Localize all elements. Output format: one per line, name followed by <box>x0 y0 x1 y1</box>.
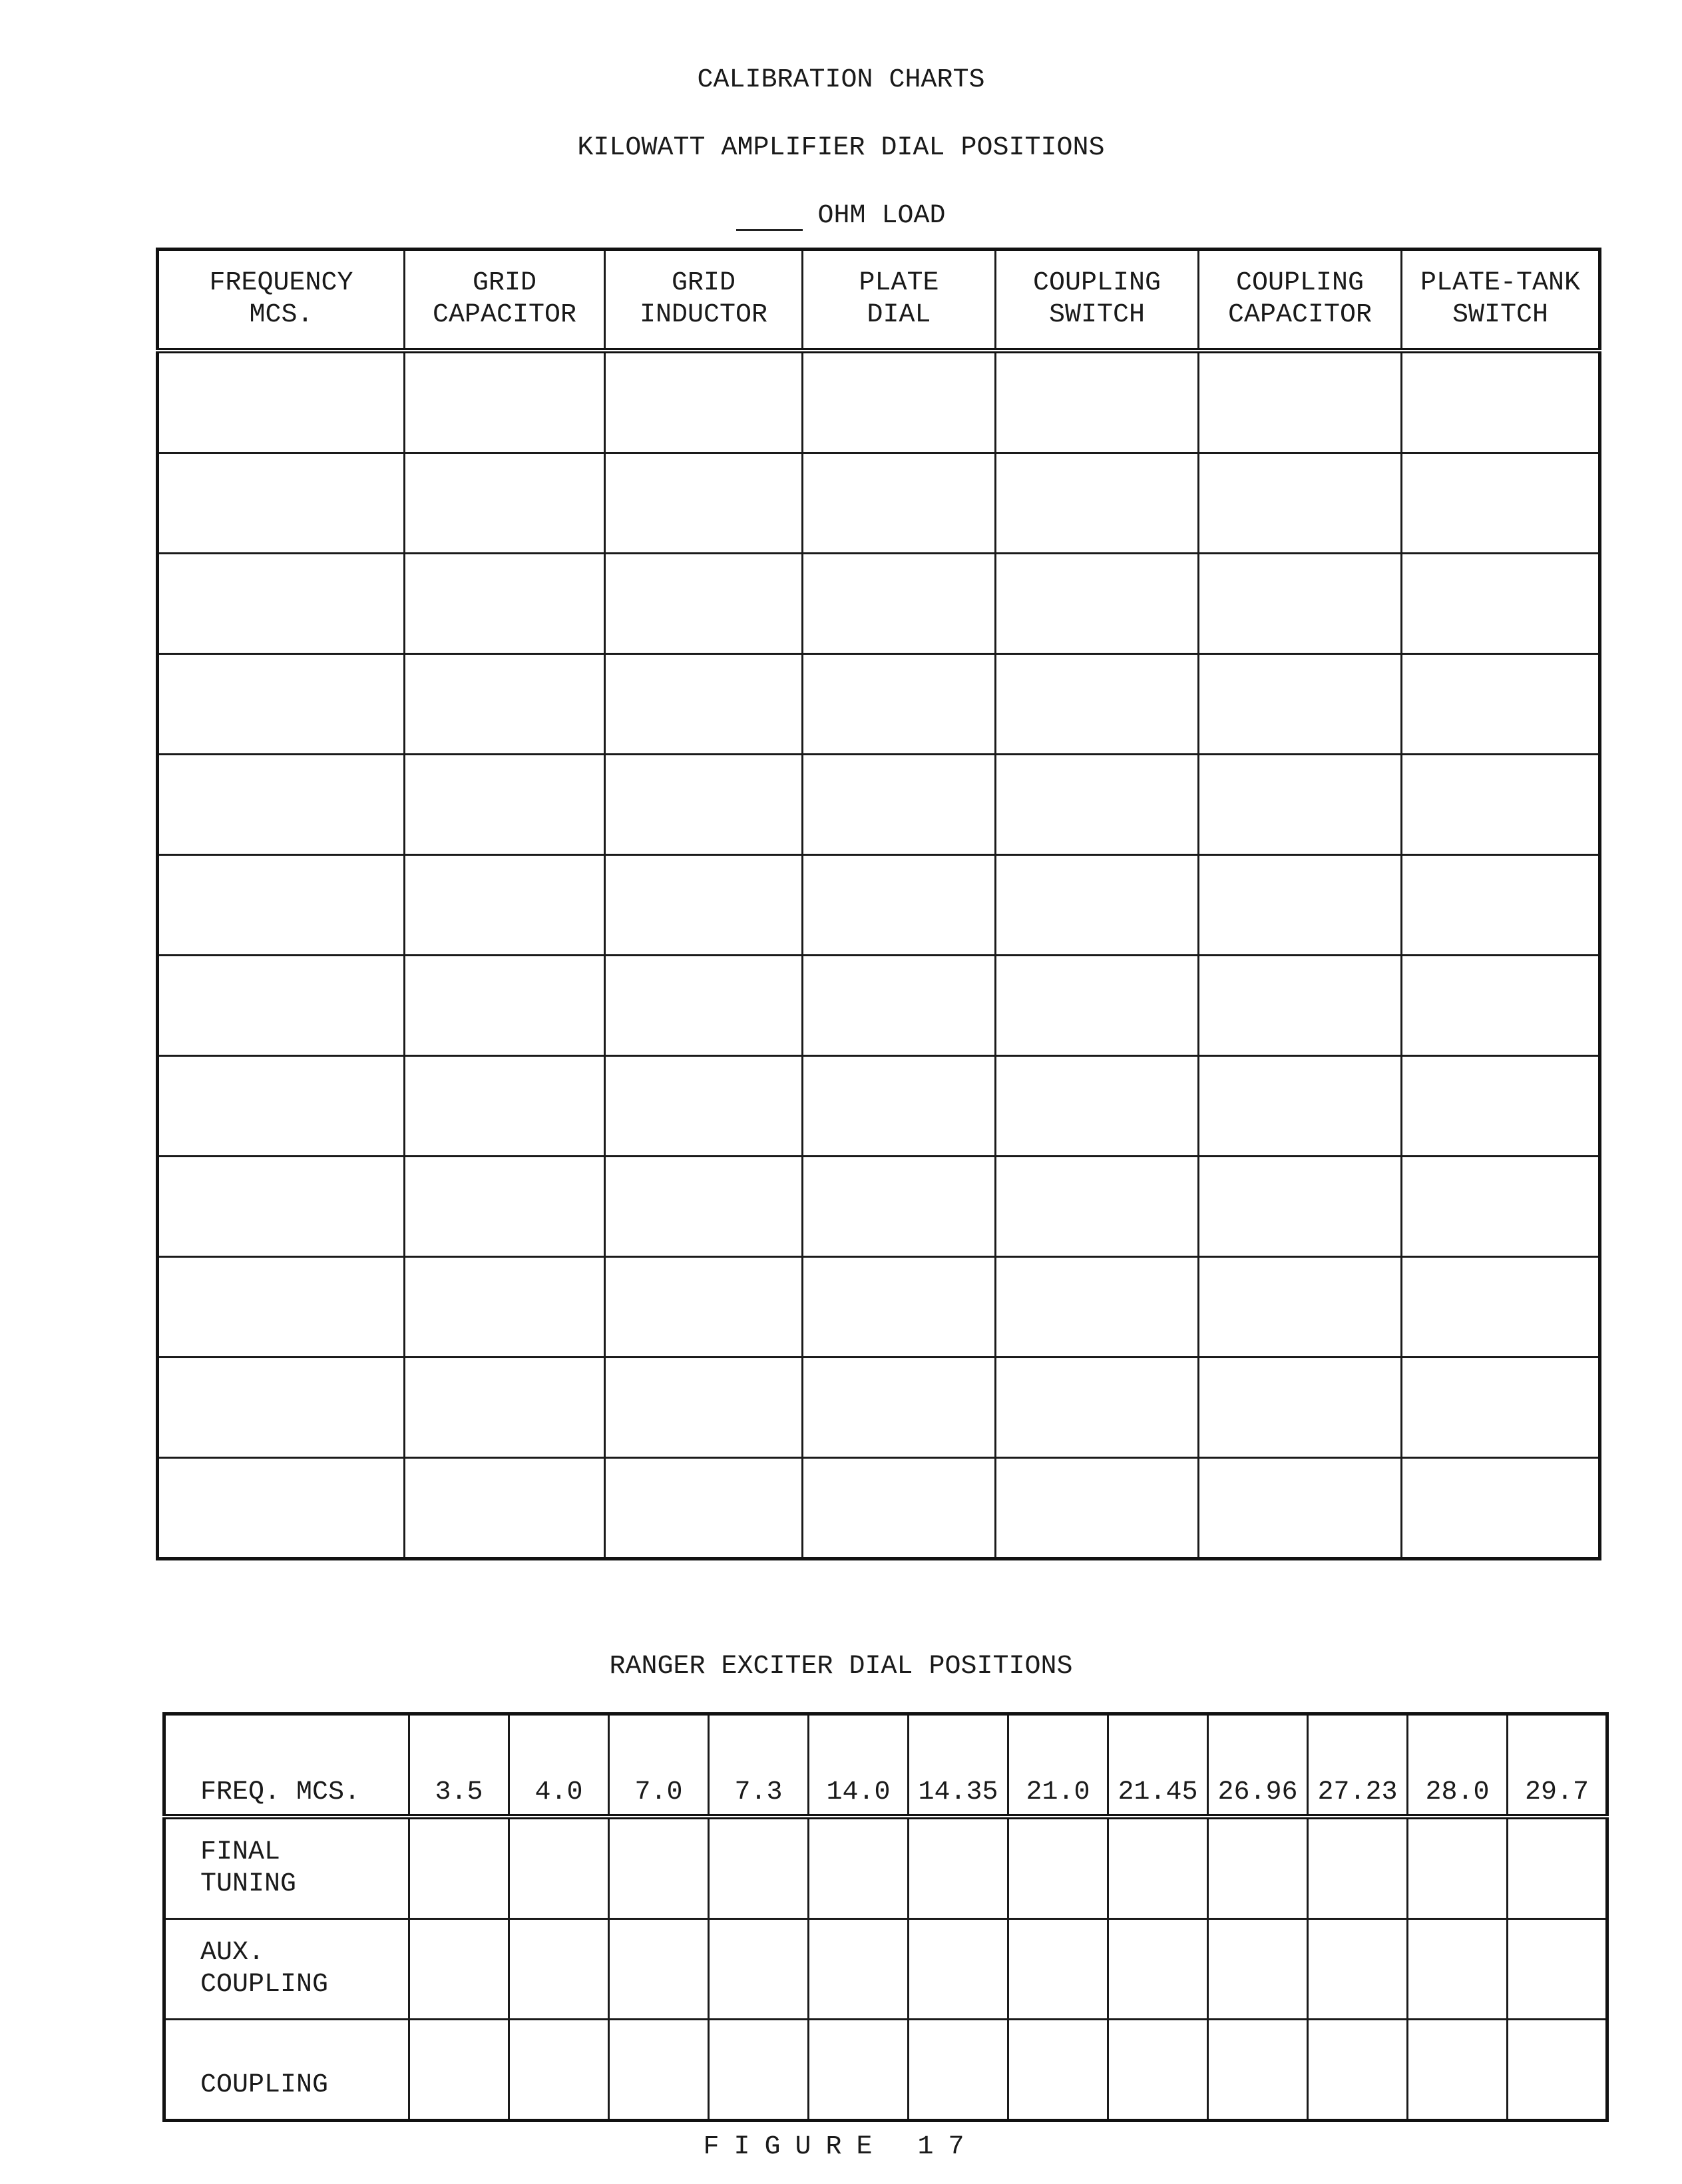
entry-cell[interactable] <box>803 554 996 654</box>
entry-cell[interactable] <box>1008 1817 1108 1919</box>
column-header-line: GRID <box>671 268 736 298</box>
entry-cell[interactable] <box>1199 1157 1402 1257</box>
entry-cell[interactable] <box>803 1458 996 1559</box>
entry-cell[interactable] <box>809 1817 909 1919</box>
entry-cell[interactable] <box>1402 1056 1600 1157</box>
column-header-line: COUPLING <box>1235 268 1365 298</box>
row-label-line: COUPLING <box>200 2070 329 2100</box>
entry-cell[interactable] <box>996 1157 1199 1257</box>
entry-cell[interactable] <box>409 2020 509 2121</box>
column-header-line: CAPACITOR <box>432 300 577 330</box>
table-row <box>164 1817 1607 1919</box>
entry-cell[interactable] <box>509 2020 609 2121</box>
entry-cell[interactable] <box>405 554 605 654</box>
table-row <box>158 1458 1600 1559</box>
frequency-header: 21.0 <box>1008 1714 1108 1817</box>
column-header-line: MCS. <box>249 300 314 330</box>
entry-cell[interactable] <box>1208 1919 1308 2020</box>
entry-cell[interactable] <box>1108 1919 1208 2020</box>
column-header-line: CAPACITOR <box>1227 300 1372 330</box>
entry-cell[interactable] <box>405 855 605 956</box>
entry-cell[interactable] <box>1402 855 1600 956</box>
row-label <box>164 1817 409 1919</box>
frequency-header: 26.96 <box>1208 1714 1308 1817</box>
column-header-line: SWITCH <box>1048 300 1146 330</box>
table-row <box>158 351 1600 453</box>
frequency-header: 4.0 <box>509 1714 609 1817</box>
entry-cell[interactable] <box>405 1257 605 1358</box>
entry-cell[interactable] <box>405 1056 605 1157</box>
entry-cell[interactable] <box>1199 855 1402 956</box>
entry-cell[interactable] <box>909 1817 1008 1919</box>
entry-cell[interactable] <box>1108 2020 1208 2121</box>
frequency-header: 21.45 <box>1108 1714 1208 1817</box>
entry-cell[interactable] <box>996 1358 1199 1458</box>
table-row <box>158 554 1600 654</box>
entry-cell[interactable] <box>803 755 996 855</box>
column-header-line: SWITCH <box>1452 300 1549 330</box>
entry-cell[interactable] <box>809 1919 909 2020</box>
entry-cell[interactable] <box>709 1817 809 1919</box>
entry-cell[interactable] <box>158 1157 405 1257</box>
column-header <box>605 250 803 351</box>
entry-cell[interactable] <box>1402 956 1600 1056</box>
entry-cell[interactable] <box>1402 1157 1600 1257</box>
entry-cell[interactable] <box>996 755 1199 855</box>
table-row <box>158 755 1600 855</box>
entry-cell[interactable] <box>158 1358 405 1458</box>
entry-cell[interactable] <box>605 453 803 554</box>
entry-cell[interactable] <box>158 554 405 654</box>
entry-cell[interactable] <box>1199 1257 1402 1358</box>
entry-cell[interactable] <box>1402 1257 1600 1358</box>
entry-cell[interactable] <box>1208 2020 1308 2121</box>
column-header-line: PLATE-TANK <box>1420 268 1581 298</box>
table-row <box>158 654 1600 755</box>
entry-cell[interactable] <box>605 554 803 654</box>
table-header-row <box>158 250 1600 351</box>
entry-cell[interactable] <box>996 1056 1199 1157</box>
entry-cell[interactable] <box>405 755 605 855</box>
entry-cell[interactable] <box>803 1257 996 1358</box>
entry-cell[interactable] <box>1199 654 1402 755</box>
entry-cell[interactable] <box>605 654 803 755</box>
entry-cell[interactable] <box>509 1817 609 1919</box>
ohm-load-line <box>0 201 1682 231</box>
frequency-header: 14.0 <box>809 1714 909 1817</box>
column-header <box>158 250 405 351</box>
column-header-line: COUPLING <box>1032 268 1161 298</box>
entry-cell[interactable] <box>605 1458 803 1559</box>
table-row <box>158 1358 1600 1458</box>
entry-cell[interactable] <box>1199 1458 1402 1559</box>
entry-cell[interactable] <box>1402 755 1600 855</box>
row-label-line <box>200 2038 408 2070</box>
entry-cell[interactable] <box>1408 2020 1508 2121</box>
entry-cell[interactable] <box>605 1157 803 1257</box>
entry-cell[interactable] <box>909 1919 1008 2020</box>
entry-cell[interactable] <box>405 453 605 554</box>
entry-cell[interactable] <box>803 453 996 554</box>
entry-cell[interactable] <box>158 1458 405 1559</box>
entry-cell[interactable] <box>996 1257 1199 1358</box>
entry-cell[interactable] <box>1308 1919 1408 2020</box>
entry-cell[interactable] <box>1408 1919 1508 2020</box>
entry-cell[interactable] <box>158 453 405 554</box>
entry-cell[interactable] <box>409 1817 509 1919</box>
figure-label: FIGURE 17 <box>703 2132 979 2162</box>
entry-cell[interactable] <box>996 453 1199 554</box>
entry-cell[interactable] <box>405 956 605 1056</box>
table-header-row <box>164 1714 1607 1817</box>
column-header <box>803 250 996 351</box>
entry-cell[interactable] <box>996 654 1199 755</box>
entry-cell[interactable] <box>609 2020 709 2121</box>
entry-cell[interactable] <box>1508 2020 1607 2121</box>
row-label-line: FINAL <box>200 1837 281 1867</box>
table-row <box>164 1919 1607 2020</box>
entry-cell[interactable] <box>405 1458 605 1559</box>
row-label-line: AUX. <box>200 1938 265 1968</box>
entry-cell[interactable] <box>909 2020 1008 2121</box>
table-row <box>158 1257 1600 1358</box>
entry-cell[interactable] <box>1199 956 1402 1056</box>
column-header-line: FREQUENCY <box>209 268 353 298</box>
entry-cell[interactable] <box>996 554 1199 654</box>
exciter-dial-table <box>162 1712 1609 2122</box>
table-row <box>158 855 1600 956</box>
entry-cell[interactable] <box>1208 1817 1308 1919</box>
entry-cell[interactable] <box>1008 2020 1108 2121</box>
entry-cell[interactable] <box>158 956 405 1056</box>
column-header-line: DIAL <box>867 300 931 330</box>
entry-cell[interactable] <box>1199 1056 1402 1157</box>
row-label <box>164 2020 409 2121</box>
entry-cell[interactable] <box>996 855 1199 956</box>
entry-cell[interactable] <box>409 1919 509 2020</box>
entry-cell[interactable] <box>405 351 605 453</box>
row-label-line: TUNING <box>200 1869 297 1899</box>
entry-cell[interactable] <box>803 351 996 453</box>
entry-cell[interactable] <box>1408 1817 1508 1919</box>
table-row <box>158 1056 1600 1157</box>
entry-cell[interactable] <box>803 956 996 1056</box>
entry-cell[interactable] <box>1402 654 1600 755</box>
entry-cell[interactable] <box>1402 453 1600 554</box>
entry-cell[interactable] <box>709 1919 809 2020</box>
frequency-header: 27.23 <box>1308 1714 1408 1817</box>
entry-cell[interactable] <box>803 1358 996 1458</box>
page-title: CALIBRATION CHARTS <box>697 65 985 95</box>
entry-cell[interactable] <box>405 1157 605 1257</box>
entry-cell[interactable] <box>1402 1358 1600 1458</box>
entry-cell[interactable] <box>803 855 996 956</box>
entry-cell[interactable] <box>1402 1458 1600 1559</box>
column-header <box>996 250 1199 351</box>
frequency-header: 7.0 <box>609 1714 709 1817</box>
entry-cell[interactable] <box>509 1919 609 2020</box>
entry-cell[interactable] <box>1199 755 1402 855</box>
entry-cell[interactable] <box>605 1257 803 1358</box>
column-header <box>1402 250 1600 351</box>
entry-cell[interactable] <box>605 351 803 453</box>
column-header-line: INDUCTOR <box>639 300 768 330</box>
frequency-header: 29.7 <box>1508 1714 1607 1817</box>
column-header-line: PLATE <box>859 268 939 298</box>
frequency-header: 28.0 <box>1408 1714 1508 1817</box>
entry-cell[interactable] <box>605 1358 803 1458</box>
entry-cell[interactable] <box>1508 1817 1607 1919</box>
entry-cell[interactable] <box>1199 554 1402 654</box>
entry-cell[interactable] <box>803 1157 996 1257</box>
table-row <box>158 956 1600 1056</box>
entry-cell[interactable] <box>1108 1817 1208 1919</box>
entry-cell[interactable] <box>609 1919 709 2020</box>
entry-cell[interactable] <box>605 755 803 855</box>
entry-cell[interactable] <box>158 755 405 855</box>
column-header <box>1199 250 1402 351</box>
entry-cell[interactable] <box>1199 453 1402 554</box>
entry-cell[interactable] <box>1308 2020 1408 2121</box>
frequency-header: 3.5 <box>409 1714 509 1817</box>
entry-cell[interactable] <box>1402 554 1600 654</box>
entry-cell[interactable] <box>158 351 405 453</box>
freq-header: FREQ. MCS. <box>164 1714 409 1817</box>
exciter-title: RANGER EXCITER DIAL POSITIONS <box>609 1652 1073 1682</box>
entry-cell[interactable] <box>996 1458 1199 1559</box>
entry-cell[interactable] <box>996 956 1199 1056</box>
ohm-load-blank[interactable] <box>736 202 803 231</box>
entry-cell[interactable] <box>158 654 405 755</box>
frequency-header: 7.3 <box>709 1714 809 1817</box>
entry-cell[interactable] <box>158 1257 405 1358</box>
entry-cell[interactable] <box>605 855 803 956</box>
entry-cell[interactable] <box>158 1056 405 1157</box>
amplifier-dial-table <box>156 248 1601 1560</box>
entry-cell[interactable] <box>803 1056 996 1157</box>
entry-cell[interactable] <box>1402 351 1600 453</box>
entry-cell[interactable] <box>405 654 605 755</box>
frequency-header: 14.35 <box>909 1714 1008 1817</box>
entry-cell[interactable] <box>809 2020 909 2121</box>
entry-cell[interactable] <box>996 351 1199 453</box>
entry-cell[interactable] <box>609 1817 709 1919</box>
entry-cell[interactable] <box>709 2020 809 2121</box>
entry-cell[interactable] <box>1199 351 1402 453</box>
entry-cell[interactable] <box>158 855 405 956</box>
row-label <box>164 1919 409 2020</box>
entry-cell[interactable] <box>1508 1919 1607 2020</box>
entry-cell[interactable] <box>605 956 803 1056</box>
ohm-load-label: OHM LOAD <box>817 201 946 231</box>
page-subtitle: KILOWATT AMPLIFIER DIAL POSITIONS <box>577 133 1105 163</box>
row-label-line: COUPLING <box>200 1970 329 2000</box>
entry-cell[interactable] <box>405 1358 605 1458</box>
table-row <box>164 2020 1607 2121</box>
entry-cell[interactable] <box>1308 1817 1408 1919</box>
table-row <box>158 453 1600 554</box>
entry-cell[interactable] <box>1199 1358 1402 1458</box>
entry-cell[interactable] <box>605 1056 803 1157</box>
column-header-line: GRID <box>472 268 536 298</box>
column-header <box>405 250 605 351</box>
entry-cell[interactable] <box>1008 1919 1108 2020</box>
table-row <box>158 1157 1600 1257</box>
entry-cell[interactable] <box>803 654 996 755</box>
